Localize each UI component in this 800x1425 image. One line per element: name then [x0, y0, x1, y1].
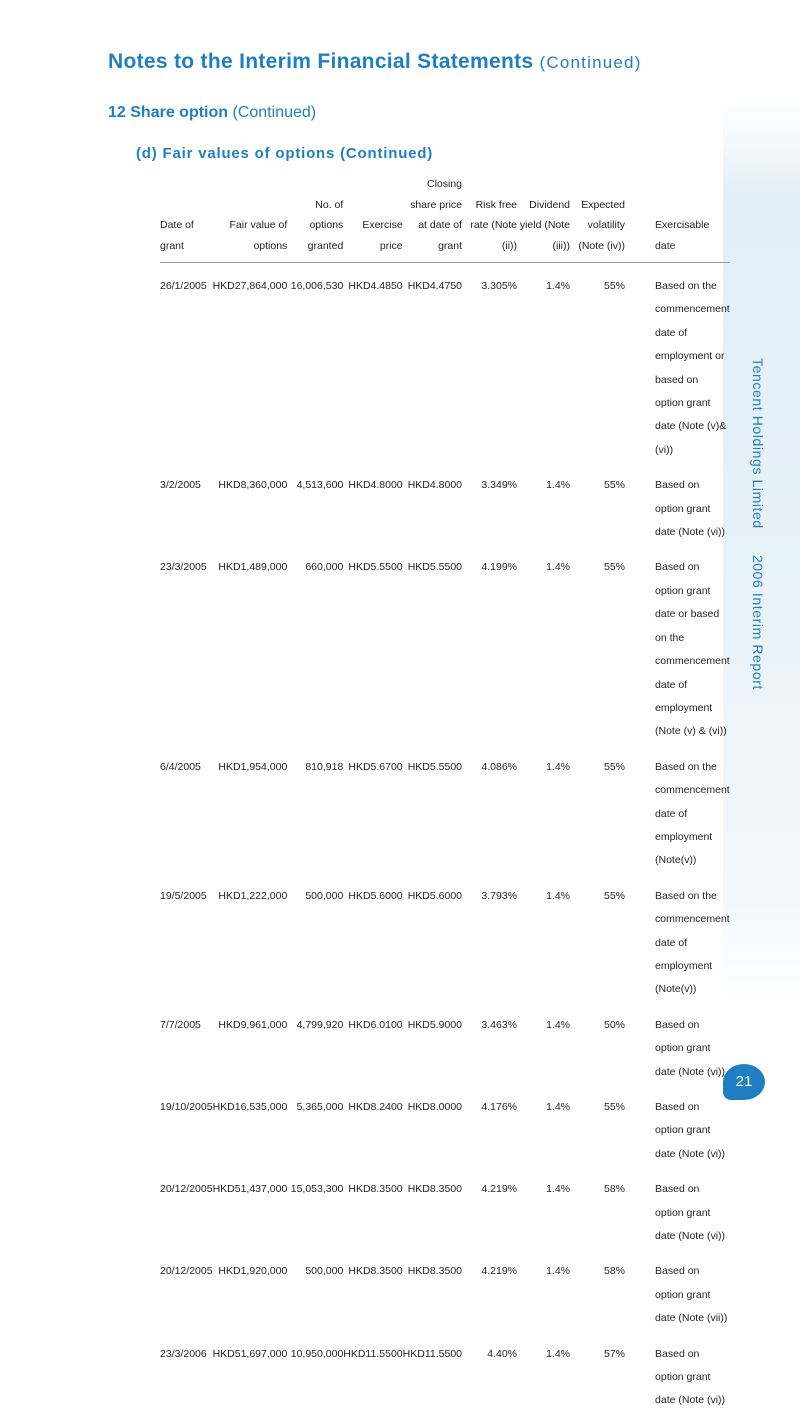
cell-fair-value: HKD9,961,000: [218, 1018, 288, 1031]
cell-date-of-grant: 6/4/2005: [160, 760, 201, 773]
cell-options-granted: 16,006,530: [290, 280, 344, 292]
subsection-heading: (d) Fair values of options (Continued): [136, 145, 434, 162]
cell-options-granted: 660,000: [305, 561, 344, 574]
table-row: [160, 263, 730, 475]
cell-closing-price: HKD8.0000: [407, 1101, 463, 1113]
cell-exercise-price: HKD5.5500: [348, 561, 403, 574]
cell-exercisable-date: Based on option grant date or based on the commencement date of employment (Note (v) & (vi)): [655, 561, 730, 738]
cell-closing-price: HKD5.6000: [407, 889, 463, 902]
cell-closing-price: HKD5.9000: [407, 1018, 463, 1031]
cell-fair-value: HKD51,697,000: [212, 1347, 288, 1360]
cell-exercisable-date: Based on option grant date (Note (vi)): [655, 479, 726, 539]
cell-date-of-grant: 20/12/2005: [160, 1183, 213, 1196]
table-body: [160, 263, 730, 1425]
cell-risk-free-rate: 3.793%: [481, 889, 518, 902]
cell-dividend-yield: 1.4%: [546, 561, 571, 574]
cell-options-granted: 4,799,920: [296, 1018, 344, 1031]
section-title: Share option: [130, 104, 229, 121]
page-number: 21: [723, 1064, 765, 1100]
table-row: [160, 556, 730, 755]
table-header-row: [160, 174, 730, 263]
cell-dividend-yield: 1.4%: [546, 280, 571, 292]
cell-fair-value: HKD1,222,000: [218, 889, 288, 902]
cell-options-granted: 15,053,300: [290, 1183, 344, 1196]
cell-exercise-price: HKD4.8000: [348, 479, 403, 492]
table-row: [160, 1343, 730, 1425]
header-closing-price: Closing share price at date of grant: [403, 174, 462, 263]
cell-exercisable-date: Based on option grant date (Note (vi)): [655, 1183, 726, 1243]
cell-risk-free-rate: 3.349%: [481, 479, 518, 492]
table-row: [160, 1178, 730, 1260]
cell-risk-free-rate: 4.40%: [487, 1347, 518, 1360]
cell-options-granted: 500,000: [305, 889, 344, 902]
cell-fair-value: HKD1,954,000: [218, 760, 288, 773]
cell-closing-price: HKD8.3500: [407, 1183, 463, 1196]
table-row: [160, 1260, 730, 1342]
cell-fair-value: HKD1,920,000: [218, 1265, 288, 1278]
cell-expected-volatility: 55%: [604, 479, 626, 492]
page-title-text: Notes to the Interim Financial Statements: [108, 50, 534, 73]
cell-exercisable-date: Based on option grant date (Note (vi)): [655, 1018, 726, 1078]
page-title-suffix: (Continued): [539, 53, 642, 72]
cell-exercise-price: HKD8.2400: [348, 1101, 403, 1113]
cell-expected-volatility: 50%: [604, 1018, 626, 1031]
cell-expected-volatility: 57%: [604, 1347, 626, 1360]
cell-expected-volatility: 55%: [604, 1101, 626, 1113]
header-exercisable-date: Exercisable date: [625, 174, 730, 263]
sidebar-company: Tencent Holdings Limited: [750, 358, 766, 529]
cell-options-granted: 810,918: [305, 760, 344, 773]
table-row: [160, 474, 730, 556]
cell-options-granted: 4,513,600: [296, 479, 344, 492]
header-options-granted: No. of options granted: [287, 174, 343, 263]
cell-exercisable-date: Based on the commencement date of employment (Note(v)): [655, 760, 730, 867]
header-exercise-price: Exercise price: [343, 174, 402, 263]
cell-exercise-price: HKD4.4850: [348, 280, 403, 292]
cell-risk-free-rate: 3.463%: [481, 1018, 518, 1031]
cell-options-granted: 500,000: [305, 1265, 344, 1278]
header-fair-value: Fair value of options: [213, 174, 288, 263]
sidebar-text: [750, 358, 766, 690]
cell-expected-volatility: 55%: [604, 561, 626, 574]
cell-closing-price: HKD5.5500: [407, 561, 463, 574]
fair-value-table: [160, 174, 730, 1425]
cell-date-of-grant: 26/1/2005: [160, 280, 207, 292]
cell-fair-value: HKD8,360,000: [218, 479, 288, 492]
cell-fair-value: HKD16,535,000: [212, 1101, 288, 1113]
cell-date-of-grant: 19/10/2005: [160, 1101, 213, 1113]
cell-exercisable-date: Based on the commencement date of employment (Note(v)): [655, 889, 730, 996]
cell-closing-price: HKD11.5500: [402, 1347, 463, 1360]
cell-expected-volatility: 58%: [604, 1265, 626, 1278]
cell-fair-value: HKD27,864,000: [212, 280, 288, 292]
cell-closing-price: HKD5.5500: [407, 760, 463, 773]
cell-exercisable-date: Based on option grant date (Note (vii)): [655, 1265, 728, 1325]
cell-dividend-yield: 1.4%: [546, 1347, 571, 1360]
cell-risk-free-rate: 4.086%: [481, 760, 518, 773]
cell-dividend-yield: 1.4%: [546, 760, 571, 773]
cell-date-of-grant: 3/2/2005: [160, 479, 201, 492]
cell-risk-free-rate: 4.199%: [481, 561, 518, 574]
cell-dividend-yield: 1.4%: [546, 889, 571, 902]
cell-dividend-yield: 1.4%: [546, 1018, 571, 1031]
table-row: [160, 756, 730, 885]
header-risk-free-rate: Risk free rate (Note (ii)): [462, 174, 517, 263]
page-title: [108, 50, 642, 74]
cell-fair-value: HKD1,489,000: [218, 561, 288, 574]
cell-date-of-grant: 7/7/2005: [160, 1018, 201, 1031]
cell-exercise-price: HKD11.5500: [343, 1347, 403, 1360]
header-dividend-yield: Dividend yield (Note (iii)): [517, 174, 570, 263]
header-date-of-grant: Date of grant: [160, 174, 213, 263]
cell-date-of-grant: 23/3/2006: [160, 1347, 207, 1360]
cell-options-granted: 5,365,000: [296, 1101, 344, 1113]
table-row: [160, 885, 730, 1014]
cell-dividend-yield: 1.4%: [546, 1265, 571, 1278]
header-expected-volatility: Expected volatility (Note (iv)): [570, 174, 625, 263]
cell-expected-volatility: 55%: [604, 760, 626, 773]
cell-exercise-price: HKD8.3500: [348, 1183, 403, 1196]
cell-expected-volatility: 55%: [604, 280, 626, 292]
section-suffix: (Continued): [232, 104, 317, 121]
cell-risk-free-rate: 4.176%: [481, 1101, 518, 1113]
cell-exercise-price: HKD6.0100: [348, 1018, 403, 1031]
cell-dividend-yield: 1.4%: [546, 479, 571, 492]
cell-date-of-grant: 20/12/2005: [160, 1265, 213, 1278]
cell-date-of-grant: 23/3/2005: [160, 561, 207, 574]
section-number: 12: [108, 104, 126, 121]
cell-options-granted: 10,950,000: [290, 1347, 344, 1360]
cell-expected-volatility: 55%: [604, 889, 626, 902]
cell-risk-free-rate: 4.219%: [481, 1265, 518, 1278]
cell-expected-volatility: 58%: [604, 1183, 626, 1196]
sidebar-report: 2006 Interim Report: [750, 554, 766, 690]
section-heading: [108, 104, 316, 122]
cell-risk-free-rate: 4.219%: [481, 1183, 518, 1196]
cell-closing-price: HKD4.8000: [407, 479, 463, 492]
cell-exercisable-date: Based on the commencement date of employment or based on option grant date (Note (v)&(vi)): [655, 280, 730, 456]
cell-exercisable-date: Based on option grant date (Note (vi)): [655, 1347, 726, 1407]
cell-risk-free-rate: 3.305%: [481, 280, 518, 292]
cell-dividend-yield: 1.4%: [546, 1101, 571, 1113]
cell-exercise-price: HKD5.6000: [348, 889, 403, 902]
table-row: [160, 1096, 730, 1178]
cell-closing-price: HKD8.3500: [407, 1265, 463, 1278]
cell-closing-price: HKD4.4750: [407, 280, 463, 292]
cell-exercisable-date: Based on option grant date (Note (vi)): [655, 1101, 726, 1160]
cell-date-of-grant: 19/5/2005: [160, 889, 207, 902]
cell-fair-value: HKD51,437,000: [212, 1183, 288, 1196]
cell-exercise-price: HKD5.6700: [348, 760, 403, 773]
cell-dividend-yield: 1.4%: [546, 1183, 571, 1196]
cell-exercise-price: HKD8.3500: [348, 1265, 403, 1278]
table-row: [160, 1014, 730, 1096]
